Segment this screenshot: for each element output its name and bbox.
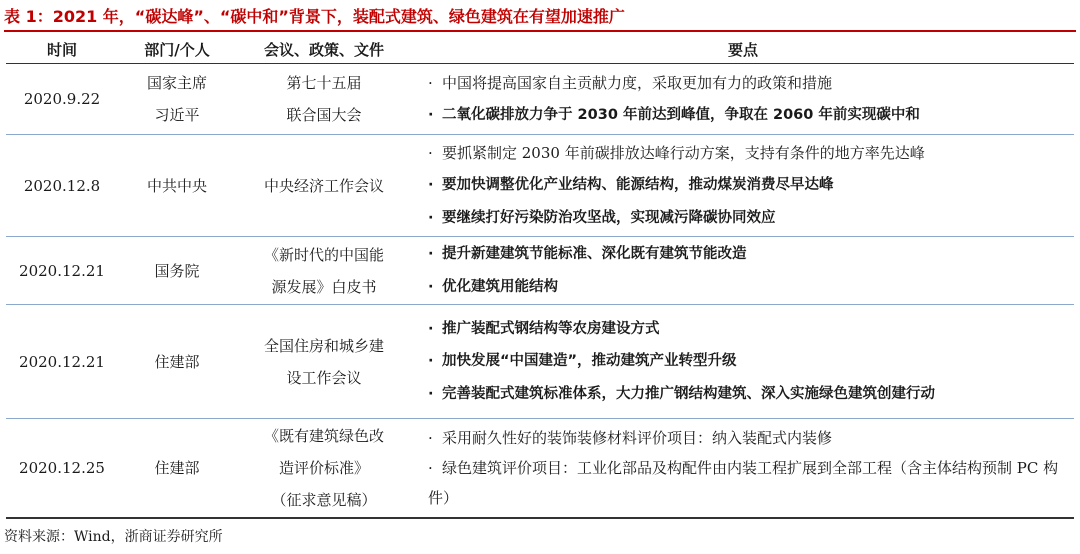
source-note: 资料来源：Wind，浙商证券研究所 <box>4 529 223 545</box>
header-key-points: 要点 <box>727 41 758 59</box>
point-item: · 加快发展“中国建造”，推动建筑产业转型升级 <box>428 353 737 370</box>
row-points <box>412 305 1074 418</box>
row-document: 《既有建筑绿色改 造评价标准》 （征求意见稿） <box>263 427 384 509</box>
policy-table <box>6 36 1074 519</box>
row-dept: 住建部 <box>154 352 200 371</box>
table-header <box>6 36 1074 64</box>
row-document: 中央经济工作会议 <box>263 176 384 195</box>
row-dept: 国家主席 习近平 <box>146 74 207 124</box>
header-date: 时间 <box>46 41 77 59</box>
row-date: 2020.12.8 <box>23 176 101 195</box>
point-item: · 完善装配式建筑标准体系，大力推广钢结构建筑、深入实施绿色建筑创建行动 <box>428 385 935 402</box>
header-document: 会议、政策、文件 <box>263 41 384 59</box>
row-date: 2020.9.22 <box>23 90 101 108</box>
point-item: · 中国将提高国家自主贡献力度，采取更加有力的政策和措施 <box>428 73 833 92</box>
point-item: · 二氧化碳排放力争于 2030 年前达到峰值，争取在 2060 年前实现碳中和 <box>428 107 920 123</box>
header-dept: 部门/个人 <box>144 41 210 59</box>
point-item: · 推广装配式钢结构等农房建设方式 <box>428 320 660 337</box>
table-row <box>6 64 1074 135</box>
point-item: · 优化建筑用能结构 <box>428 278 558 295</box>
point-item: · 要抓紧制定 2030 年前碳排放达峰行动方案，支持有条件的地方率先达峰 <box>428 143 925 162</box>
table-row <box>6 237 1074 305</box>
row-dept: 住建部 <box>154 459 200 477</box>
row-document: 第七十五届 联合国大会 <box>286 74 362 124</box>
point-item: · 要继续打好污染防治攻坚战，实现减污降碳协同效应 <box>428 209 776 226</box>
table-row <box>6 419 1074 519</box>
row-date: 2020.12.21 <box>19 352 105 371</box>
row-document: 《新时代的中国能 源发展》白皮书 <box>263 245 384 296</box>
table-row <box>6 305 1074 419</box>
row-dept: 中共中央 <box>146 176 207 195</box>
row-points <box>412 135 1074 236</box>
table-row <box>6 135 1074 237</box>
row-dept: 国务院 <box>154 261 200 280</box>
row-date: 2020.12.25 <box>19 459 105 477</box>
table-title: 表 1：2021 年，“碳达峰”、“碳中和”背景下，装配式建筑、绿色建筑在有望加速推广 <box>4 4 1076 32</box>
row-document: 全国住房和城乡建 设工作会议 <box>263 336 384 387</box>
point-item: · 要加快调整优化产业结构、能源结构，推动煤炭消费尽早达峰 <box>428 177 834 194</box>
point-item: · 提升新建建筑节能标准、深化既有建筑节能改造 <box>428 246 747 262</box>
row-points <box>412 237 1074 304</box>
row-points <box>412 64 1074 134</box>
point-item: · 绿色建筑评价项目：工业化部品及构配件由内装工程扩展到全部工程（含主体结构预制 PC 构件） <box>428 459 1059 507</box>
row-points <box>412 419 1074 517</box>
row-date: 2020.12.21 <box>19 261 105 280</box>
point-item: · 采用耐久性好的装饰装修材料评价项目：纳入装配式内装修 <box>428 429 833 447</box>
